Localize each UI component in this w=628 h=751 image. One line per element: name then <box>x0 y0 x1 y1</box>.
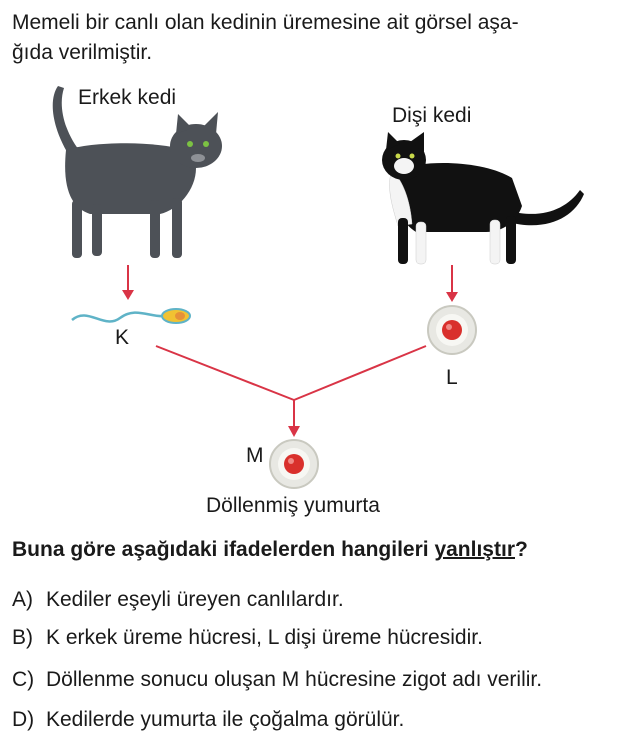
question-prefix: Buna göre aşağıdaki ifadelerden hangileri <box>12 538 435 561</box>
option-d[interactable] <box>12 708 404 732</box>
option-letter: D) <box>12 708 35 731</box>
option-text: Kediler eşeyli üreyen canlılardır. <box>46 588 344 611</box>
l-label: L <box>446 366 458 389</box>
option-letter: B) <box>12 626 33 649</box>
option-letter: C) <box>12 668 35 691</box>
egg-cell-l <box>428 306 476 354</box>
fertilized-egg-label: Döllenmiş yumurta <box>206 494 380 517</box>
option-a[interactable] <box>12 588 344 612</box>
m-label: M <box>246 444 264 467</box>
option-letter: A) <box>12 588 33 611</box>
sperm-cell-k <box>72 309 190 323</box>
question-suffix: ? <box>515 538 528 561</box>
male-cat-label: Erkek kedi <box>78 86 177 109</box>
intro-line-1: Memeli bir canlı olan kedinin üremesine ait görsel aşa- <box>12 11 519 34</box>
k-label: K <box>115 326 130 349</box>
female-cat-label: Dişi kedi <box>392 104 472 127</box>
option-text: Döllenme sonucu oluşan M hücresine zigot adı verilir. <box>46 668 543 691</box>
option-text: Kedilerde yumurta ile çoğalma görülür. <box>46 708 405 731</box>
question-underlined-word: yanlıştır <box>434 538 515 561</box>
question-text <box>12 538 528 562</box>
intro-line-2: ğıda verilmiştir. <box>12 41 153 64</box>
arrows <box>122 265 458 437</box>
female-cat-illustration <box>382 132 584 264</box>
zygote-cell-m <box>270 440 318 488</box>
male-cat-illustration <box>53 86 222 258</box>
option-c[interactable] <box>12 668 542 692</box>
option-text: K erkek üreme hücresi, L dişi üreme hücresidir. <box>46 626 483 649</box>
option-b[interactable] <box>12 626 483 650</box>
